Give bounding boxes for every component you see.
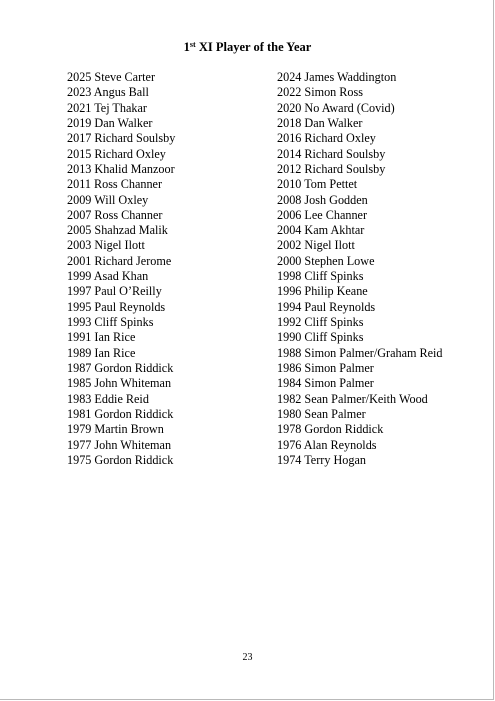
award-entry: 1993 Cliff Spinks xyxy=(67,315,154,329)
award-entry: 1981 Gordon Riddick xyxy=(67,406,174,421)
award-entry: 1996 Philip Keane xyxy=(277,284,368,299)
right-award-column xyxy=(277,70,487,468)
award-entry: 1976 Alan Reynolds xyxy=(277,437,377,452)
award-entry: 2013 Khalid Manzoor xyxy=(67,161,175,176)
page-number: 23 xyxy=(242,652,253,663)
award-entry: 2024 James Waddington xyxy=(277,70,397,84)
award-entry: 2000 Stephen Lowe xyxy=(277,253,375,268)
award-entry: 2025 Steve Carter xyxy=(67,70,155,84)
award-entry: 1978 Gordon Riddick xyxy=(277,422,384,437)
award-entry: 2006 Lee Channer xyxy=(277,207,368,222)
award-entry: 1992 Cliff Spinks xyxy=(277,315,364,329)
award-entry: 1999 Asad Khan xyxy=(67,269,149,284)
title-superscript: st xyxy=(189,39,196,49)
award-entry: 1998 Cliff Spinks xyxy=(277,269,364,284)
award-entry: 1983 Eddie Reid xyxy=(67,391,149,406)
award-entry: 2020 No Award (Covid) xyxy=(277,100,395,115)
award-entry: 1994 Paul Reynolds xyxy=(277,299,376,314)
award-entry: 2016 Richard Oxley xyxy=(277,131,376,146)
award-entry: 2022 Simon Ross xyxy=(277,85,364,100)
award-entry: 2003 Nigel Ilott xyxy=(67,238,145,253)
award-entry: 1974 Terry Hogan xyxy=(277,452,366,467)
award-entry: 2007 Ross Channer xyxy=(67,207,163,222)
award-entry: 1995 Paul Reynolds xyxy=(67,299,166,314)
award-entry: 2008 Josh Godden xyxy=(277,192,368,207)
award-entry: 1975 Gordon Riddick xyxy=(67,452,174,467)
title-prefix: 1 xyxy=(183,40,190,54)
award-entry: 2010 Tom Pettet xyxy=(277,177,358,192)
award-entry: 2009 Will Oxley xyxy=(67,192,149,207)
award-entry: 1980 Sean Palmer xyxy=(277,406,366,421)
award-entry: 2019 Dan Walker xyxy=(67,115,153,130)
award-entry: 2017 Richard Soulsby xyxy=(67,131,176,146)
award-entry: 2002 Nigel Ilott xyxy=(277,238,355,253)
left-award-column xyxy=(67,70,267,468)
award-entry: 2023 Angus Ball xyxy=(67,85,149,100)
award-entry: 1997 Paul O’Reilly xyxy=(67,284,162,299)
award-entry: 2004 Kam Akhtar xyxy=(277,223,365,238)
award-entry: 2018 Dan Walker xyxy=(277,115,363,130)
award-entry: 1986 Simon Palmer xyxy=(277,360,374,375)
award-entry: 2021 Tej Thakar xyxy=(67,100,147,115)
award-entry: 1979 Martin Brown xyxy=(67,422,164,437)
title-rest: XI Player of the Year xyxy=(195,40,312,54)
award-entry: 1990 Cliff Spinks xyxy=(277,330,364,345)
award-entry: 1988 Simon Palmer/Graham Reid xyxy=(277,345,443,360)
award-entry: 2014 Richard Soulsby xyxy=(277,146,386,161)
award-entry: 2001 Richard Jerome xyxy=(67,253,172,268)
award-entry: 2012 Richard Soulsby xyxy=(277,161,386,176)
award-entry: 1982 Sean Palmer/Keith Wood xyxy=(277,391,428,406)
award-entry: 2011 Ross Channer xyxy=(67,177,163,192)
award-entry: 1984 Simon Palmer xyxy=(277,376,374,391)
award-entry: 2015 Richard Oxley xyxy=(67,146,166,161)
award-entry: 1987 Gordon Riddick xyxy=(67,360,174,375)
award-entry: 1985 John Whiteman xyxy=(67,376,172,391)
award-entry: 2005 Shahzad Malik xyxy=(67,223,168,238)
award-entry: 1989 Ian Rice xyxy=(67,345,136,360)
page-title xyxy=(0,39,495,55)
award-entry: 1991 Ian Rice xyxy=(67,330,136,345)
award-entry: 1977 John Whiteman xyxy=(67,437,172,452)
